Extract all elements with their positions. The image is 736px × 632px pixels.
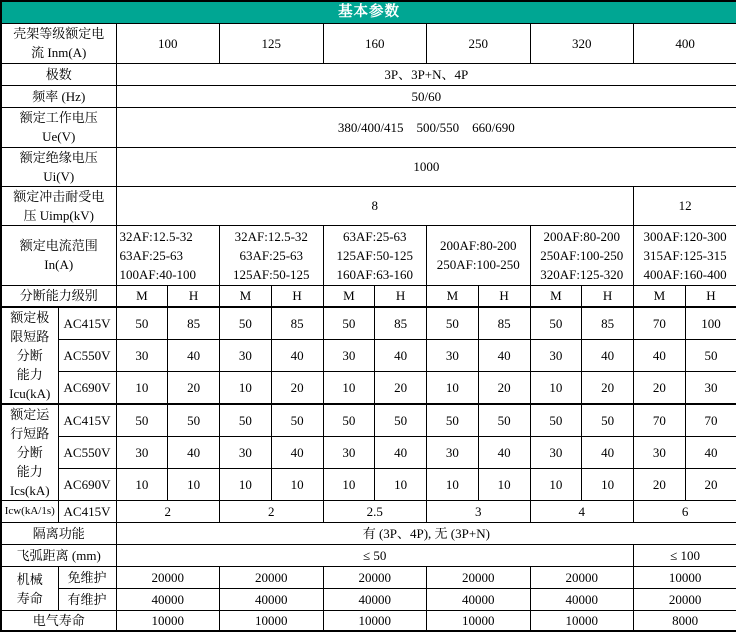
- ics-value: 50: [530, 404, 582, 436]
- ics-value: 10: [582, 468, 634, 500]
- icu-value: 100: [685, 307, 736, 339]
- frame-current-value: 125: [220, 23, 324, 63]
- ics-value: 30: [634, 436, 686, 468]
- icu-value: 10: [427, 372, 479, 404]
- grade-cell: M: [116, 285, 168, 307]
- ics-value: 50: [271, 404, 323, 436]
- current-range-label: 额定电流范围 In(A): [1, 225, 116, 285]
- current-range-value: 200AF:80-200 250AF:100-250 320AF:125-320: [530, 225, 634, 285]
- icu-value: 10: [323, 372, 375, 404]
- icu-value: 30: [116, 339, 168, 371]
- ics-value: 30: [530, 436, 582, 468]
- ics-sub-label: AC415V: [58, 404, 116, 436]
- poles-value: 3P、3P+N、4P: [116, 63, 736, 85]
- icu-value: 20: [168, 372, 220, 404]
- ics-value: 30: [220, 436, 272, 468]
- icu-sub-label: AC550V: [58, 339, 116, 371]
- current-range-value: 32AF:12.5-32 63AF:25-63 125AF:50-125: [220, 225, 324, 285]
- impulse-voltage-label: 额定冲击耐受电 压 Uimp(kV): [1, 186, 116, 225]
- arc-distance-main: ≤ 50: [116, 545, 634, 567]
- row-icw: [1, 501, 736, 523]
- breaking-grade-label: 分断能力级别: [1, 285, 116, 307]
- current-range-value: 300AF:120-300 315AF:125-315 400AF:160-400: [634, 225, 736, 285]
- icw-value: 4: [530, 501, 634, 523]
- insulation-voltage-value: 1000: [116, 147, 736, 186]
- working-voltage-label: 额定工作电压 Ue(V): [1, 107, 116, 147]
- icu-value: 20: [375, 372, 427, 404]
- ics-value: 40: [168, 436, 220, 468]
- icw-value: 3: [427, 501, 531, 523]
- grade-cell: H: [271, 285, 323, 307]
- icu-value: 10: [116, 372, 168, 404]
- ics-value: 50: [116, 404, 168, 436]
- ics-value: 10: [530, 468, 582, 500]
- arc-distance-label: 飞弧距离 (mm): [1, 545, 116, 567]
- ics-value: 70: [634, 404, 686, 436]
- icu-value: 40: [375, 339, 427, 371]
- ics-sub-label: AC550V: [58, 436, 116, 468]
- row-ics-550: [1, 436, 736, 468]
- ics-value: 40: [582, 436, 634, 468]
- mech-life-value: 40000: [220, 589, 324, 611]
- icu-value: 20: [271, 372, 323, 404]
- icu-value: 30: [323, 339, 375, 371]
- mech-life-value: 20000: [220, 567, 324, 589]
- elec-life-value: 10000: [220, 611, 324, 632]
- icw-value: 2.5: [323, 501, 427, 523]
- ics-sub-label: AC690V: [58, 468, 116, 500]
- ics-value: 50: [478, 404, 530, 436]
- mech-life-sub-label: 有维护: [58, 589, 116, 611]
- grade-cell: M: [323, 285, 375, 307]
- frequency-value: 50/60: [116, 85, 736, 107]
- insulation-voltage-label: 额定绝缘电压 Ui(V): [1, 147, 116, 186]
- elec-life-value: 8000: [634, 611, 736, 632]
- row-breaking-grade: [1, 285, 736, 307]
- icu-sub-label: AC690V: [58, 372, 116, 404]
- icu-value: 50: [685, 339, 736, 371]
- mech-life-value: 40000: [116, 589, 220, 611]
- icu-value: 10: [530, 372, 582, 404]
- icu-value: 20: [582, 372, 634, 404]
- grade-cell: M: [634, 285, 686, 307]
- icu-value: 30: [427, 339, 479, 371]
- header-row: [1, 1, 736, 23]
- icu-value: 40: [168, 339, 220, 371]
- row-arc-distance: [1, 545, 736, 567]
- current-range-value: 63AF:25-63 125AF:50-125 160AF:63-160: [323, 225, 427, 285]
- row-mech-life-maintained: [1, 589, 736, 611]
- grade-cell: H: [478, 285, 530, 307]
- mech-life-value: 20000: [530, 567, 634, 589]
- row-working-voltage: [1, 107, 736, 147]
- icu-value: 85: [271, 307, 323, 339]
- mech-life-value: 20000: [323, 567, 427, 589]
- mech-life-value: 20000: [116, 567, 220, 589]
- ics-value: 10: [271, 468, 323, 500]
- row-poles: [1, 63, 736, 85]
- ics-value: 30: [116, 436, 168, 468]
- grade-cell: H: [168, 285, 220, 307]
- current-range-value: 32AF:12.5-32 63AF:25-63 100AF:40-100: [116, 225, 220, 285]
- mech-life-value: 20000: [427, 567, 531, 589]
- ics-value: 10: [478, 468, 530, 500]
- impulse-voltage-main: 8: [116, 186, 634, 225]
- icu-value: 85: [168, 307, 220, 339]
- ics-value: 30: [323, 436, 375, 468]
- grade-cell: M: [427, 285, 479, 307]
- ics-value: 50: [375, 404, 427, 436]
- icu-value: 85: [582, 307, 634, 339]
- elec-life-value: 10000: [116, 611, 220, 632]
- frequency-label: 频率 (Hz): [1, 85, 116, 107]
- ics-value: 70: [685, 404, 736, 436]
- ics-value: 40: [271, 436, 323, 468]
- ics-value: 50: [220, 404, 272, 436]
- row-insulation-voltage: [1, 147, 736, 186]
- ics-value: 40: [375, 436, 427, 468]
- icw-sub-label: AC415V: [58, 501, 116, 523]
- icw-value: 6: [634, 501, 736, 523]
- frame-current-value: 400: [634, 23, 736, 63]
- row-current-range: [1, 225, 736, 285]
- grade-cell: H: [582, 285, 634, 307]
- icu-value: 20: [478, 372, 530, 404]
- mech-life-value: 20000: [634, 589, 736, 611]
- row-icu-415: [1, 307, 736, 339]
- ics-value: 10: [116, 468, 168, 500]
- elec-life-value: 10000: [530, 611, 634, 632]
- icu-value: 50: [116, 307, 168, 339]
- ics-value: 50: [427, 404, 479, 436]
- isolation-label: 隔离功能: [1, 523, 116, 545]
- frame-current-value: 100: [116, 23, 220, 63]
- ics-value: 50: [582, 404, 634, 436]
- frame-current-value: 320: [530, 23, 634, 63]
- ics-value: 30: [427, 436, 479, 468]
- icu-value: 50: [323, 307, 375, 339]
- icu-value: 20: [634, 372, 686, 404]
- row-elec-life: [1, 611, 736, 632]
- icu-value: 40: [634, 339, 686, 371]
- elec-life-value: 10000: [323, 611, 427, 632]
- page-title: 基本参数: [1, 1, 736, 23]
- mech-life-label: 机械 寿命: [1, 567, 58, 611]
- ics-label: 额定运 行短路 分断 能力 Ics(kA): [1, 404, 58, 501]
- row-ics-415: [1, 404, 736, 436]
- ics-value: 40: [685, 436, 736, 468]
- elec-life-value: 10000: [427, 611, 531, 632]
- working-voltage-value: 380/400/415 500/550 660/690: [116, 107, 736, 147]
- ics-value: 10: [168, 468, 220, 500]
- icu-value: 50: [530, 307, 582, 339]
- icu-value: 10: [220, 372, 272, 404]
- row-frequency: [1, 85, 736, 107]
- isolation-value: 有 (3P、4P), 无 (3P+N): [116, 523, 736, 545]
- icu-sub-label: AC415V: [58, 307, 116, 339]
- mech-life-value: 40000: [323, 589, 427, 611]
- grade-cell: M: [530, 285, 582, 307]
- icu-value: 30: [685, 372, 736, 404]
- mech-life-value: 40000: [530, 589, 634, 611]
- ics-value: 20: [685, 468, 736, 500]
- ics-value: 10: [323, 468, 375, 500]
- row-mech-life-free: [1, 567, 736, 589]
- impulse-voltage-last: 12: [634, 186, 736, 225]
- ics-value: 10: [220, 468, 272, 500]
- row-icu-550: [1, 339, 736, 371]
- poles-label: 极数: [1, 63, 116, 85]
- icw-value: 2: [116, 501, 220, 523]
- icu-value: 30: [530, 339, 582, 371]
- icu-label: 额定极 限短路 分断 能力 Icu(kA): [1, 307, 58, 404]
- row-frame-current: [1, 23, 736, 63]
- icu-value: 40: [271, 339, 323, 371]
- row-impulse-voltage: [1, 186, 736, 225]
- icu-value: 50: [427, 307, 479, 339]
- mech-life-sub-label: 免维护: [58, 567, 116, 589]
- grade-cell: H: [375, 285, 427, 307]
- arc-distance-last: ≤ 100: [634, 545, 736, 567]
- row-ics-690: [1, 468, 736, 500]
- frame-current-value: 160: [323, 23, 427, 63]
- mech-life-value: 40000: [427, 589, 531, 611]
- icu-value: 70: [634, 307, 686, 339]
- icu-value: 50: [220, 307, 272, 339]
- icw-value: 2: [220, 501, 324, 523]
- frame-current-value: 250: [427, 23, 531, 63]
- ics-value: 10: [375, 468, 427, 500]
- icu-value: 30: [220, 339, 272, 371]
- ics-value: 20: [634, 468, 686, 500]
- ics-value: 50: [168, 404, 220, 436]
- ics-value: 40: [478, 436, 530, 468]
- elec-life-label: 电气寿命: [1, 611, 116, 632]
- icw-label: Icw(kA/1s): [1, 501, 58, 523]
- icu-value: 85: [478, 307, 530, 339]
- grade-cell: H: [685, 285, 736, 307]
- ics-value: 10: [427, 468, 479, 500]
- row-icu-690: [1, 372, 736, 404]
- ics-value: 50: [323, 404, 375, 436]
- frame-current-label: 壳架等级额定电 流 Inm(A): [1, 23, 116, 63]
- grade-cell: M: [220, 285, 272, 307]
- mech-life-value: 10000: [634, 567, 736, 589]
- icu-value: 40: [478, 339, 530, 371]
- icu-value: 85: [375, 307, 427, 339]
- current-range-value: 200AF:80-200 250AF:100-250: [427, 225, 531, 285]
- icu-value: 40: [582, 339, 634, 371]
- row-isolation: [1, 523, 736, 545]
